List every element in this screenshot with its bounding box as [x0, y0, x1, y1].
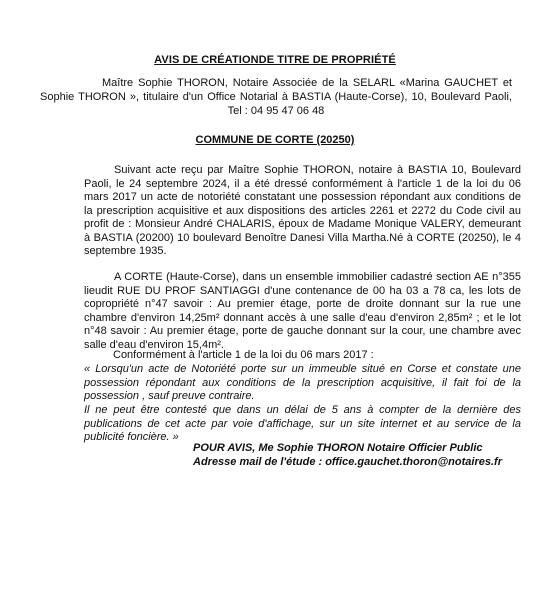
- property-paragraph: [84, 271, 521, 352]
- law-quote-1-text: « Lorsqu'un acte de Notoriété porte sur un immeuble situé en Corse et constate une possession répondant aux conditions de la prescription acquisitive, il fait foi de la possession , sauf preuve contraire.: [84, 363, 521, 402]
- law-quote-2-text: Il ne peut être contesté que dans un délai de 5 ans à compter de la dernière des publications de cet acte par voie d'affichage, sur un site internet et au service de la publicité foncière. »: [84, 404, 521, 443]
- notary-header-line-1: Maître Sophie THORON, Notaire Associée de la SELARL «Marina GAUCHET et: [102, 77, 512, 89]
- office-email-line: Adresse mail de l'étude : office.gauchet.thoron@notaires.fr: [193, 456, 502, 468]
- law-reference-paragraph: Conformément à l'article 1 de la loi du 06 mars 2017 :: [113, 349, 374, 361]
- law-quote-2: [84, 404, 521, 445]
- law-quote-1: [84, 363, 521, 404]
- notice-title: AVIS DE CRÉATIONDE TITRE DE PROPRIÉTÉ: [154, 54, 396, 66]
- signature-line: POUR AVIS, Me Sophie THORON Notaire Officier Public: [193, 442, 483, 454]
- notary-phone: Tel : 04 95 47 06 48: [227, 105, 325, 117]
- deed-paragraph: [84, 164, 521, 259]
- property-paragraph-text: A CORTE (Haute-Corse), dans un ensemble immobilier cadastré section AE n°355 lieudit RUE DU PROF SANTIAGGI d'une contenance de 00 ha 03 a 78 ca, les lots de copropriété n°47 savoir : Au premier étage, porte de droite donnant sur la rue une chambre d'environ 14,25m² donnant accès à une salle d'eau d'environ 2,85m² ; et le lot n°48 savoir : Au premier étage, porte de gauche donnant sur la cour, une chambre avec salle d'eau d'environ 15,4m².: [84, 271, 521, 351]
- deed-paragraph-text: Suivant acte reçu par Maître Sophie THORON, notaire à BASTIA 10, Boulevard Paoli, le 24 septembre 2024, il a été dressé conformément à l'article 1 de la loi du 06 mars 2017 un acte de notoriété constatant une possession répondant aux conditions de la prescription acquisitive et aux dispositions des articles 2261 et 2272 du Code civil au profit de : Monsieur André CHALARIS, époux de Madame Monique VALERY, demeurant à BASTIA (20200) 10 boulevard Benoître Danesi Villa Martha.Né à CORTE (20250), le 4 septembre 1935.: [84, 164, 521, 257]
- notary-header: [40, 76, 512, 118]
- commune-heading: COMMUNE DE CORTE (20250): [195, 134, 355, 146]
- notary-header-line-2: Sophie THORON », titulaire d'un Office Notarial à BASTIA (Haute-Corse), 10, Boulevard Paoli,: [40, 91, 512, 103]
